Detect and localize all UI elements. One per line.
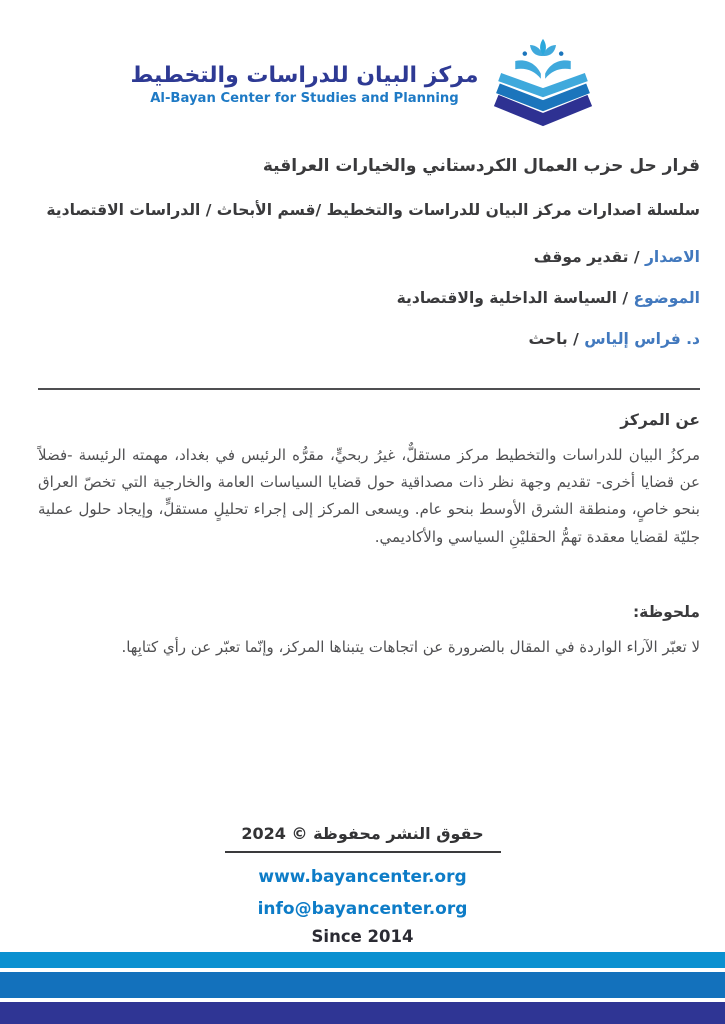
document-title: قرار حل حزب العمال الكردستاني والخيارات العراقية <box>262 156 700 176</box>
issue-line <box>38 248 700 266</box>
about-heading: عن المركز <box>620 410 700 429</box>
website-link[interactable]: www.bayancenter.org <box>258 867 467 888</box>
logo-title-english: Al-Bayan Center for Studies and Planning <box>150 90 459 106</box>
about-text: مركزُ البيان للدراسات والتخطيط مركز مستقلٌّ، غيرُ ربحيٍّ، مقرُّه الرئيس في بغداد، مهمته الرئيسة -فضلاً عن قضايا أخرى- تقديم وجهة نظر ذات مصداقية حول قضايا السياسات العامة والخارجية التي تخصّ العراق بنحو خاصٍ، ومنطقة الشرق الأوسط بنحو عام. ويسعى المركز إلى إجراء تحليلٍ مستقلٍّ، وإيجاد حلول عملية جليّة لقضايا معقدة تهمُّ الحقليْنِ السياسي والأكاديمي. <box>38 445 700 546</box>
author-name: د. فراس إلياس <box>584 329 700 348</box>
page-footer <box>0 824 725 946</box>
document-body <box>0 156 725 661</box>
note-text: لا تعبّر الآراء الواردة في المقال بالضرورة عن اتجاهات يتبناها المركز، وإنّما تعبّر عن رأي كتابِها. <box>121 637 700 656</box>
since-label: Since 2014 <box>311 927 414 946</box>
author-role: / باحث <box>528 329 585 348</box>
logo-header <box>0 0 725 130</box>
email-link[interactable]: info@bayancenter.org <box>257 898 468 919</box>
subject-value: / السياسة الداخلية والاقتصادية <box>396 288 634 307</box>
open-book-with-plant-icon <box>491 38 595 130</box>
logo-text-block <box>130 63 478 106</box>
subject-line <box>38 289 700 307</box>
copyright-underline <box>225 851 501 853</box>
section-divider <box>38 388 700 390</box>
logo-title-arabic: مركز البيان للدراسات والتخطيط <box>130 62 479 88</box>
issue-label: الاصدار <box>644 247 700 266</box>
note-heading: ملحوظة: <box>632 602 700 621</box>
issue-value: / تقدير موقف <box>533 247 645 266</box>
footer-bar-navy <box>0 1002 725 1024</box>
author-line <box>38 330 700 348</box>
footer-bar-light-blue <box>0 952 725 968</box>
subject-label: الموضوع <box>633 288 700 307</box>
copyright-notice: حقوق النشر محفوظة © 2024 <box>241 824 484 844</box>
series-line: سلسلة اصدارات مركز البيان للدراسات والتخطيط /قسم الأبحاث / الدراسات الاقتصادية <box>46 201 700 219</box>
footer-bar-medium-blue <box>0 972 725 998</box>
